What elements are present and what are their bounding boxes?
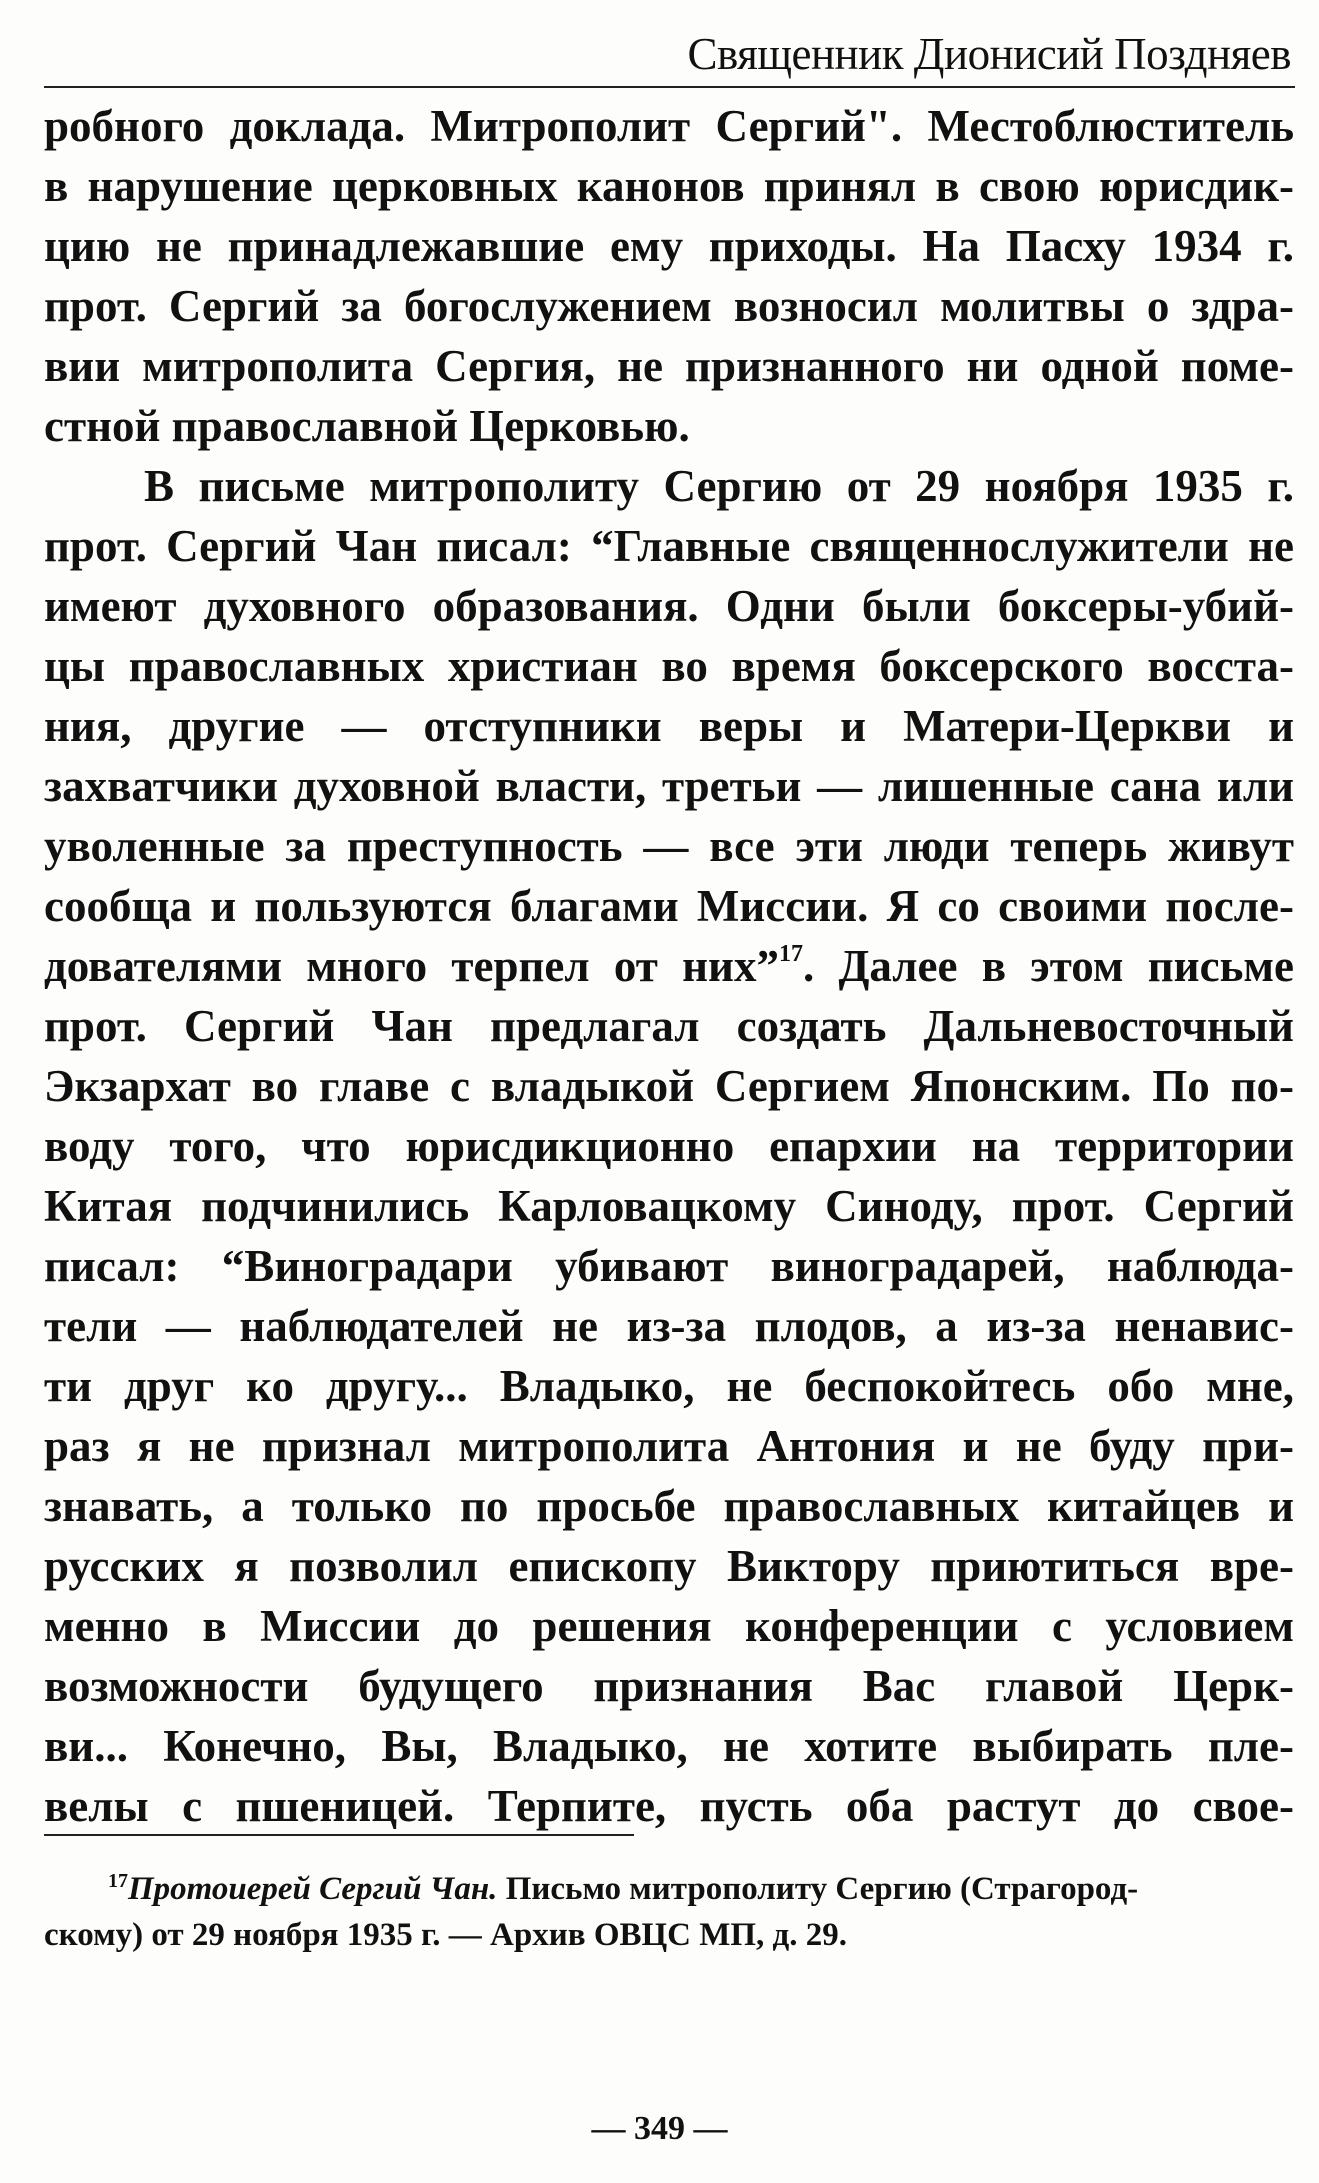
text-segment: . Далее в этом письме xyxy=(802,941,1294,991)
text-line: прот. Сергий Чан предлагал создать Дальневосточный xyxy=(44,1001,1294,1051)
text-line: стной православной Церковью. xyxy=(44,401,690,451)
text-line: имеют духовного образования. Одни были боксеры-убий- xyxy=(44,581,1294,631)
text-line: прот. Сергий Чан писал: “Главные священнослужители не xyxy=(44,521,1294,571)
text-line xyxy=(44,936,1294,996)
body-text xyxy=(44,96,1294,1836)
footnote-line xyxy=(44,1858,1294,1912)
text-line: тели — наблюдателей не из-за плодов, а из-за ненавис- xyxy=(44,1301,1294,1351)
text-line: ви... Конечно, Вы, Владыко, не хотите выбирать пле- xyxy=(44,1721,1294,1771)
text-line: знавать, а только по просьбе православных китайцев и xyxy=(44,1481,1294,1531)
text-line: велы с пшеницей. Терпите, пусть оба растут до свое- xyxy=(44,1781,1294,1831)
footnote-rule xyxy=(44,1834,634,1836)
text-line: ния, другие — отступники веры и Матери-Церкви и xyxy=(44,701,1294,751)
text-line: В письме митрополиту Сергию от 29 ноября 1935 г. xyxy=(144,461,1294,511)
text-line: менно в Миссии до решения конференции с условием xyxy=(44,1601,1294,1651)
header-rule xyxy=(44,86,1295,88)
text-line: Экзархат во главе с владыкой Сергием Японским. По по- xyxy=(44,1061,1294,1111)
text-line: прот. Сергий за богослужением возносил молитвы о здра- xyxy=(44,281,1294,331)
text-line: писал: “Виноградари убивают виноградарей, наблюда- xyxy=(44,1241,1294,1291)
footnote-author: Протоиерей Сергий Чан. xyxy=(128,1871,498,1907)
text-segment: дователями много терпел от них” xyxy=(44,941,779,991)
text-line: уволенные за преступность — все эти люди теперь живут xyxy=(44,821,1294,871)
text-line: вии митрополита Сергия, не признанного ни одной поме- xyxy=(44,341,1294,391)
text-line: воду того, что юрисдикционно епархии на территории xyxy=(44,1121,1294,1171)
text-line: цы православных христиан во время боксерского восста- xyxy=(44,641,1294,691)
text-line: робного доклада. Митрополит Сергий". Местоблюститель xyxy=(44,101,1294,151)
footnote-text: Письмо митрополиту Сергию (Страгород- xyxy=(497,1871,1139,1907)
text-line: Китая подчинились Карловацкому Синоду, прот. Сергий xyxy=(44,1181,1294,1231)
page-number: — 349 — xyxy=(591,2110,728,2147)
text-line: в нарушение церковных канонов принял в свою юрисдик- xyxy=(44,161,1294,211)
footnote-line: скому) от 29 ноября 1935 г. — Архив ОВЦС МП, д. 29. xyxy=(44,1917,848,1953)
text-line: сообща и пользуются благами Миссии. Я со своими после- xyxy=(44,881,1294,931)
footnote-ref: 17 xyxy=(778,941,803,967)
text-line: захватчики духовной власти, третьи — лишенные сана или xyxy=(44,761,1294,811)
text-line: ти друг ко другу... Владыко, не беспокойтесь обо мне, xyxy=(44,1361,1294,1411)
text-line: возможности будущего признания Вас главой Церк- xyxy=(44,1661,1294,1711)
text-line: русских я позволил епископу Виктору приютиться вре- xyxy=(44,1541,1294,1591)
footnote-number: 17 xyxy=(108,1870,128,1892)
text-line: раз я не признал митрополита Антония и не буду при- xyxy=(44,1421,1294,1471)
running-head: Священник Дионисий Поздняев xyxy=(687,29,1291,79)
text-line: цию не принадлежавшие ему приходы. На Пасху 1934 г. xyxy=(44,221,1294,271)
footnote xyxy=(44,1858,1294,1958)
